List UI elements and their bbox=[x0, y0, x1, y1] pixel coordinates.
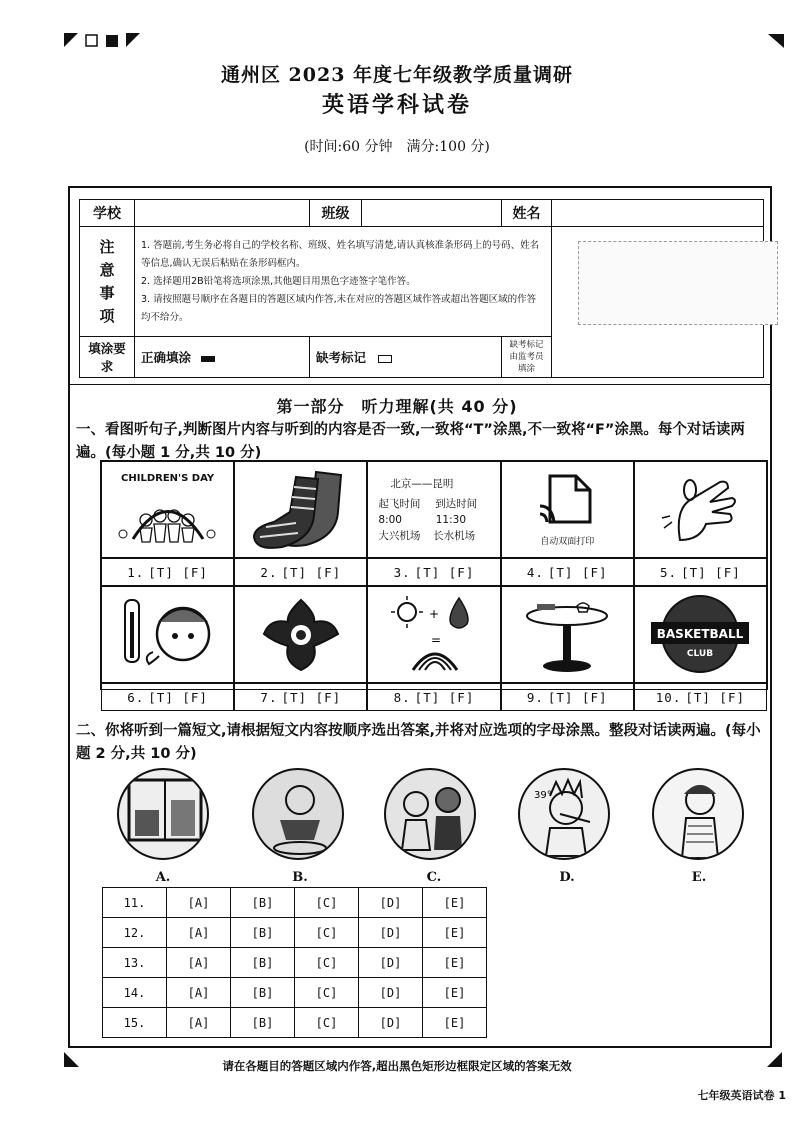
q1-flight-info bbox=[367, 461, 500, 558]
q1-picture-paper-cut bbox=[234, 586, 367, 683]
q2-picture-b-label: B. bbox=[292, 870, 308, 885]
svg-text:+: + bbox=[428, 607, 440, 621]
q1-item-1[interactable] bbox=[101, 558, 234, 586]
q2-picture-a-label: A. bbox=[155, 870, 171, 885]
q1-item-4-num: 4. bbox=[526, 564, 544, 580]
q1-item-7-num: 7. bbox=[260, 689, 278, 705]
q2-option-a[interactable]: [A] bbox=[167, 1008, 231, 1038]
filled-bubble-icon bbox=[201, 356, 215, 362]
shopping-scene-icon bbox=[119, 770, 209, 860]
flight-arrival-header: 到达时间 bbox=[435, 497, 478, 510]
q2-picture-e-label: E. bbox=[691, 870, 707, 885]
q1-picture-table bbox=[501, 586, 634, 683]
q1-item-1-options[interactable]: [T] [F] bbox=[148, 564, 208, 580]
q2-option-c[interactable]: [C] bbox=[295, 888, 359, 918]
note-2: 2. 选择题用2B铅笔将选项涂黑,其他题目用黑色字迹签字笔作答。 bbox=[141, 275, 416, 287]
q2-option-d[interactable]: [D] bbox=[359, 978, 423, 1008]
q1-item-3-num: 3. bbox=[393, 564, 411, 580]
q2-option-c[interactable]: [C] bbox=[295, 978, 359, 1008]
basketball-club-logo bbox=[645, 592, 755, 677]
q1-picture-socks bbox=[234, 461, 367, 558]
name-label: 姓名 bbox=[502, 200, 552, 227]
q1-item-9-options[interactable]: [T] [F] bbox=[547, 689, 608, 705]
round-table-icon bbox=[517, 592, 617, 677]
sick-boy-scene-icon bbox=[520, 770, 610, 860]
notes-label-text: 注意事项 bbox=[99, 237, 115, 325]
q1-picture-childrens-day bbox=[101, 461, 234, 558]
q1-item-6-num: 6. bbox=[127, 689, 145, 705]
absent-mark-label: 缺考标记 bbox=[316, 350, 367, 365]
q1-item-5[interactable] bbox=[634, 558, 767, 586]
q2-option-a[interactable]: [A] bbox=[167, 978, 231, 1008]
q1-picture-duplex-print bbox=[501, 461, 634, 558]
q1-item-3[interactable] bbox=[367, 558, 500, 586]
q1-item-2[interactable] bbox=[234, 558, 367, 586]
note-1: 1. 答题前,考生务必将自己的学校名称、班级、姓名填写清楚,请认真核准条形码上的号码、姓名等信息,确认无误后粘贴在条形码框内。 bbox=[141, 239, 540, 269]
cooking-scene-icon bbox=[254, 770, 344, 860]
flight-times bbox=[378, 512, 466, 528]
flight-route: 北京——昆明 bbox=[390, 477, 454, 490]
exam-title: 通州区 2023 年度七年级教学质量调研 bbox=[220, 64, 574, 86]
svg-text:=: = bbox=[430, 633, 442, 647]
q2-picture-e bbox=[652, 768, 744, 860]
thermometer-sick-person-icon bbox=[113, 592, 223, 677]
flight-arrival-time: 11:30 bbox=[435, 513, 466, 526]
paper-cut-flower-icon bbox=[256, 592, 346, 677]
svg-text:CLUB: CLUB bbox=[687, 649, 714, 659]
q2-row-15 bbox=[103, 1008, 487, 1038]
q1-item-8[interactable] bbox=[367, 683, 500, 711]
q2-option-b[interactable]: [B] bbox=[231, 978, 295, 1008]
q1-item-10-num: 10. bbox=[655, 689, 682, 705]
school-field[interactable] bbox=[135, 200, 310, 227]
q2-option-e[interactable]: [E] bbox=[423, 978, 487, 1008]
section-divider bbox=[68, 384, 772, 385]
svg-text:BASKETBALL: BASKETBALL bbox=[657, 627, 744, 641]
q1-item-9-num: 9. bbox=[526, 689, 544, 705]
q2-picture-b bbox=[252, 768, 344, 860]
q2-row-num: 15. bbox=[103, 1008, 167, 1038]
flight-departure-header: 起飞时间 bbox=[378, 497, 421, 510]
q2-option-d[interactable]: [D] bbox=[359, 948, 423, 978]
weather-cycle-icon bbox=[379, 592, 489, 677]
q1-item-10[interactable] bbox=[634, 683, 767, 711]
q2-row-num: 14. bbox=[103, 978, 167, 1008]
q2-picture-c bbox=[384, 768, 476, 860]
q1-item-6[interactable] bbox=[101, 683, 234, 711]
q2-option-e[interactable]: [E] bbox=[423, 918, 487, 948]
correct-fill-label: 正确填涂 bbox=[141, 350, 192, 365]
q2-row-num: 12. bbox=[103, 918, 167, 948]
q2-option-e[interactable]: [E] bbox=[423, 948, 487, 978]
q1-item-4[interactable] bbox=[501, 558, 634, 586]
q2-option-a[interactable]: [A] bbox=[167, 948, 231, 978]
absent-note-line1: 缺考标记 bbox=[509, 340, 544, 350]
q2-row-13 bbox=[103, 948, 487, 978]
flight-departure-time: 8:00 bbox=[378, 513, 402, 526]
q2-picture-c-label: C. bbox=[426, 870, 442, 885]
duplex-print-caption: 自动双面打印 bbox=[540, 537, 595, 547]
q2-option-a[interactable]: [A] bbox=[167, 918, 231, 948]
q2-picture-d-label: D. bbox=[559, 870, 575, 885]
name-field[interactable] bbox=[552, 200, 764, 227]
q1-item-2-options[interactable]: [T] [F] bbox=[281, 564, 342, 580]
q2-option-d[interactable]: [D] bbox=[359, 888, 423, 918]
q1-item-10-options[interactable]: [T] [F] bbox=[685, 689, 746, 705]
class-field[interactable] bbox=[362, 200, 502, 227]
footer-note: 请在各题目的答题区域内作答,超出黑色矩形边框限定区域的答案无效 bbox=[222, 1059, 572, 1073]
class-label: 班级 bbox=[310, 200, 362, 227]
school-label: 学校 bbox=[80, 200, 135, 227]
q1-instructions: 一、看图听句子,判断图片内容与听到的内容是否一致,一致将“T”涂黑,不一致将“F”涂黑。每个对话读两遍。(每小题 1 分,共 10 分) bbox=[76, 422, 745, 461]
barcode-sticker-box bbox=[578, 241, 778, 325]
note-3: 3. 请按照题号顺序在各题目的答题区域内作答,未在对应的答题区域作答或超出答题区域的作答均不给分。 bbox=[141, 293, 537, 323]
q2-option-b[interactable]: [B] bbox=[231, 1008, 295, 1038]
q1-picture-grid bbox=[100, 460, 768, 705]
q2-option-c[interactable]: [C] bbox=[295, 1008, 359, 1038]
q1-picture-cold-sick bbox=[101, 586, 234, 683]
socks-icon bbox=[246, 467, 356, 552]
q2-option-c[interactable]: [C] bbox=[295, 948, 359, 978]
page-info: 七年级英语试卷 1 bbox=[697, 1089, 786, 1102]
q2-option-b[interactable]: [B] bbox=[231, 948, 295, 978]
duplex-print-icon bbox=[532, 472, 602, 534]
part1-title: 第一部分 听力理解(共 40 分) bbox=[276, 397, 518, 416]
q2-option-a[interactable]: [A] bbox=[167, 888, 231, 918]
q2-row-14 bbox=[103, 978, 487, 1008]
q2-row-num: 11. bbox=[103, 888, 167, 918]
flight-arrival-airport: 长水机场 bbox=[433, 529, 476, 542]
corner-marker-top-left bbox=[64, 33, 142, 49]
q1-item-6-options[interactable]: [T] [F] bbox=[148, 689, 208, 705]
q1-picture-weather bbox=[367, 586, 500, 683]
q2-row-11 bbox=[103, 888, 487, 918]
q1-picture-hand-ring bbox=[634, 461, 767, 558]
q2-option-e[interactable]: [E] bbox=[423, 888, 487, 918]
q1-item-5-options[interactable]: [T] [F] bbox=[681, 564, 741, 580]
q1-item-2-num: 2. bbox=[260, 564, 278, 580]
q1-item-7-options[interactable]: [T] [F] bbox=[281, 689, 342, 705]
q1-item-9[interactable] bbox=[501, 683, 634, 711]
q2-answer-table bbox=[102, 887, 487, 1038]
absent-mark-cell bbox=[310, 337, 502, 378]
exam-time-score: (时间:60 分钟 满分:100 分) bbox=[304, 139, 490, 155]
absent-note bbox=[502, 337, 552, 378]
q1-item-4-options[interactable]: [T] [F] bbox=[547, 564, 608, 580]
q2-option-b[interactable]: [B] bbox=[231, 888, 295, 918]
q2-row-num: 13. bbox=[103, 948, 167, 978]
fill-requirement-label: 填涂要求 bbox=[80, 337, 135, 378]
q1-picture-basketball-club bbox=[634, 586, 767, 683]
two-people-scene-icon bbox=[386, 770, 476, 860]
q2-picture-d bbox=[518, 768, 610, 860]
flight-airports bbox=[378, 528, 475, 544]
q2-row-12 bbox=[103, 918, 487, 948]
exam-subject-title: 英语学科试卷 bbox=[321, 92, 472, 118]
q1-item-5-num: 5. bbox=[660, 564, 678, 580]
notes-label bbox=[80, 227, 135, 337]
q2-picture-a bbox=[117, 768, 209, 860]
q2-instructions: 二、你将听到一篇短文,请根据短文内容按顺序选出答案,并将对应选项的字母涂黑。整段对话读两遍。(每小题 2 分,共 10 分) bbox=[76, 723, 761, 762]
barcode-area[interactable] bbox=[552, 227, 764, 378]
q2-option-b[interactable]: [B] bbox=[231, 918, 295, 948]
q2-option-e[interactable]: [E] bbox=[423, 1008, 487, 1038]
student-info-table bbox=[79, 199, 764, 378]
corner-marker-top-right bbox=[768, 34, 786, 50]
absent-mark-bubble[interactable] bbox=[378, 355, 392, 363]
q2-option-d[interactable]: [D] bbox=[359, 918, 423, 948]
q1-item-7[interactable] bbox=[234, 683, 367, 711]
q1-item-1-num: 1. bbox=[127, 564, 145, 580]
q1-item-8-num: 8. bbox=[393, 689, 411, 705]
hand-icon bbox=[650, 470, 750, 550]
childrens-day-text: CHILDREN'S DAY bbox=[121, 473, 215, 484]
flight-departure-airport: 大兴机场 bbox=[378, 529, 421, 542]
svg-text:39°: 39° bbox=[534, 790, 552, 801]
girl-scene-icon bbox=[654, 770, 744, 860]
correct-fill-example bbox=[135, 337, 310, 378]
q2-option-c[interactable]: [C] bbox=[295, 918, 359, 948]
flight-time-headers bbox=[378, 496, 477, 512]
absent-note-line2: 由监考员填涂 bbox=[509, 352, 544, 374]
q1-item-8-options[interactable]: [T] [F] bbox=[414, 689, 475, 705]
notes-content bbox=[135, 227, 552, 337]
q1-item-3-options[interactable]: [T] [F] bbox=[414, 564, 475, 580]
q2-option-d[interactable]: [D] bbox=[359, 1008, 423, 1038]
children-group-icon bbox=[113, 484, 223, 546]
